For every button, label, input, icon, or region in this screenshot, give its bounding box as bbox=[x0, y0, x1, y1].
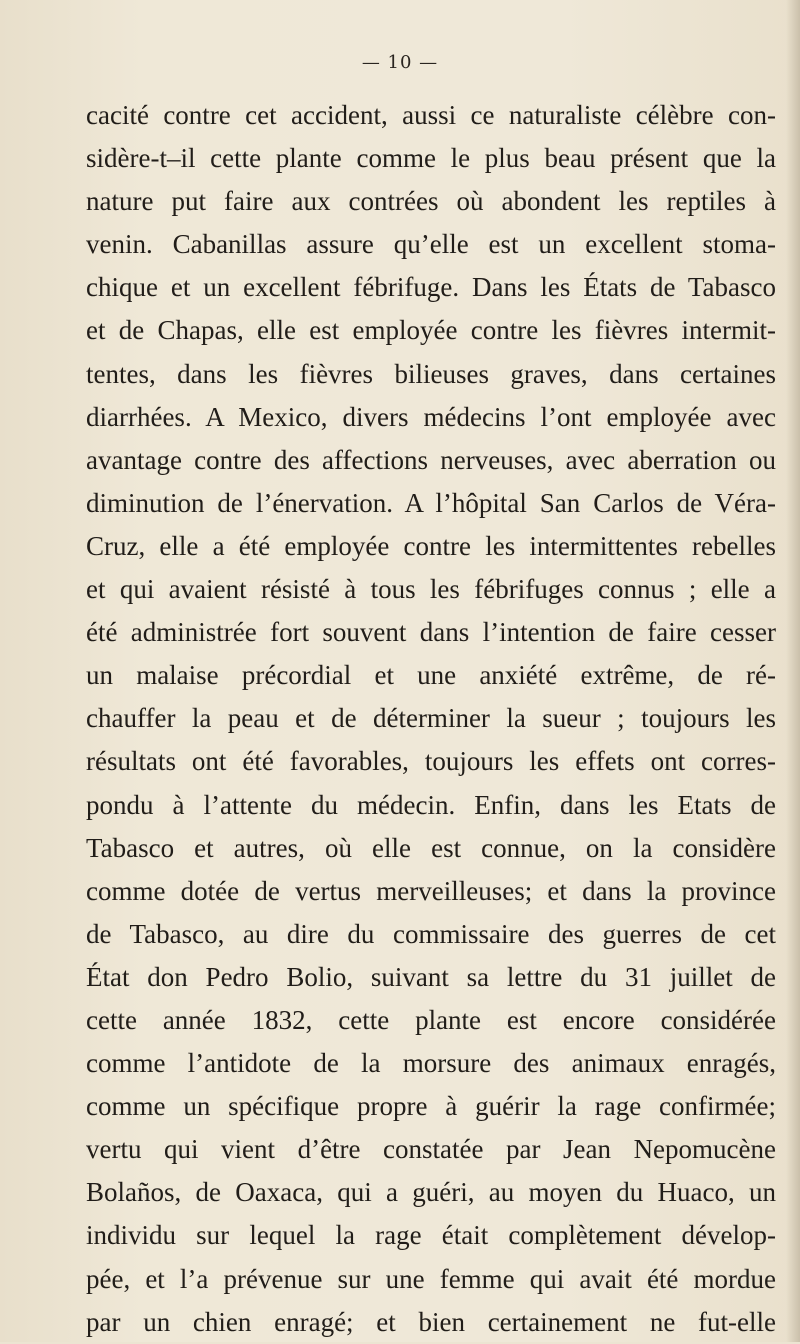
text-line: diarrhées. A Mexico, divers médecins l’ont employée avec bbox=[86, 401, 776, 432]
text-line: sidère-t–il cette plante comme le plus beau présent que la bbox=[86, 143, 776, 174]
text-line: pondu à l’attente du médecin. Enfin, dans les Etats de bbox=[86, 789, 776, 820]
text-line: État don Pedro Bolio, suivant sa lettre du 31 juillet de bbox=[86, 961, 776, 992]
text-line: Tabasco et autres, où elle est connue, on la considère bbox=[86, 832, 776, 863]
text-line: et qui avaient résisté à tous les fébrifuges connus ; elle a bbox=[86, 574, 776, 605]
text-line: un malaise précordial et une anxiété extrême, de ré- bbox=[86, 660, 776, 691]
page-number: — 10 — bbox=[361, 52, 439, 73]
text-line: chauffer la peau et de déterminer la sueur ; toujours les bbox=[86, 703, 776, 734]
text-line: individu sur lequel la rage était complètement dévelop- bbox=[86, 1220, 776, 1251]
text-line: et de Chapas, elle est employée contre les fièvres intermit- bbox=[86, 315, 776, 346]
text-line: comme l’antidote de la morsure des animaux enragés, bbox=[86, 1048, 776, 1079]
text-line: de Tabasco, au dire du commissaire des guerres de cet bbox=[86, 918, 776, 949]
text-line: vertu qui vient d’être constatée par Jean Nepomucène bbox=[86, 1134, 776, 1165]
text-line: Bolaños, de Oaxaca, qui a guéri, au moyen du Huaco, un bbox=[86, 1177, 776, 1208]
text-line: résultats ont été favorables, toujours les effets ont corres- bbox=[86, 746, 776, 777]
text-line: venin. Cabanillas assure qu’elle est un excellent stoma- bbox=[86, 229, 776, 260]
text-line: Cruz, elle a été employée contre les intermittentes rebelles bbox=[86, 530, 776, 561]
text-line: avantage contre des affections nerveuses, avec aberration ou bbox=[86, 444, 776, 475]
text-line: pée, et l’a prévenue sur une femme qui avait été mordue bbox=[86, 1263, 776, 1294]
text-line: par un chien enragé; et bien certainement ne fut-elle bbox=[86, 1306, 776, 1337]
text-line: comme un spécifique propre à guérir la rage confirmée; bbox=[86, 1091, 776, 1122]
text-line: chique et un excellent fébrifuge. Dans les États de Tabasco bbox=[86, 272, 776, 303]
text-line: cacité contre cet accident, aussi ce naturaliste célèbre con- bbox=[86, 100, 776, 130]
text-line: tentes, dans les fièvres bilieuses graves, dans certaines bbox=[86, 358, 776, 389]
text-line: cette année 1832, cette plante est encore considérée bbox=[86, 1004, 776, 1035]
text-line: comme dotée de vertus merveilleuses; et dans la province bbox=[86, 875, 776, 906]
text-line: été administrée fort souvent dans l’intention de faire cesser bbox=[86, 617, 776, 648]
body-text bbox=[86, 94, 776, 1344]
text-line: nature put faire aux contrées où abondent les reptiles à bbox=[86, 186, 776, 217]
page-edge-shadow bbox=[786, 0, 800, 1342]
text-line: diminution de l’énervation. A l’hôpital San Carlos de Véra- bbox=[86, 487, 776, 518]
